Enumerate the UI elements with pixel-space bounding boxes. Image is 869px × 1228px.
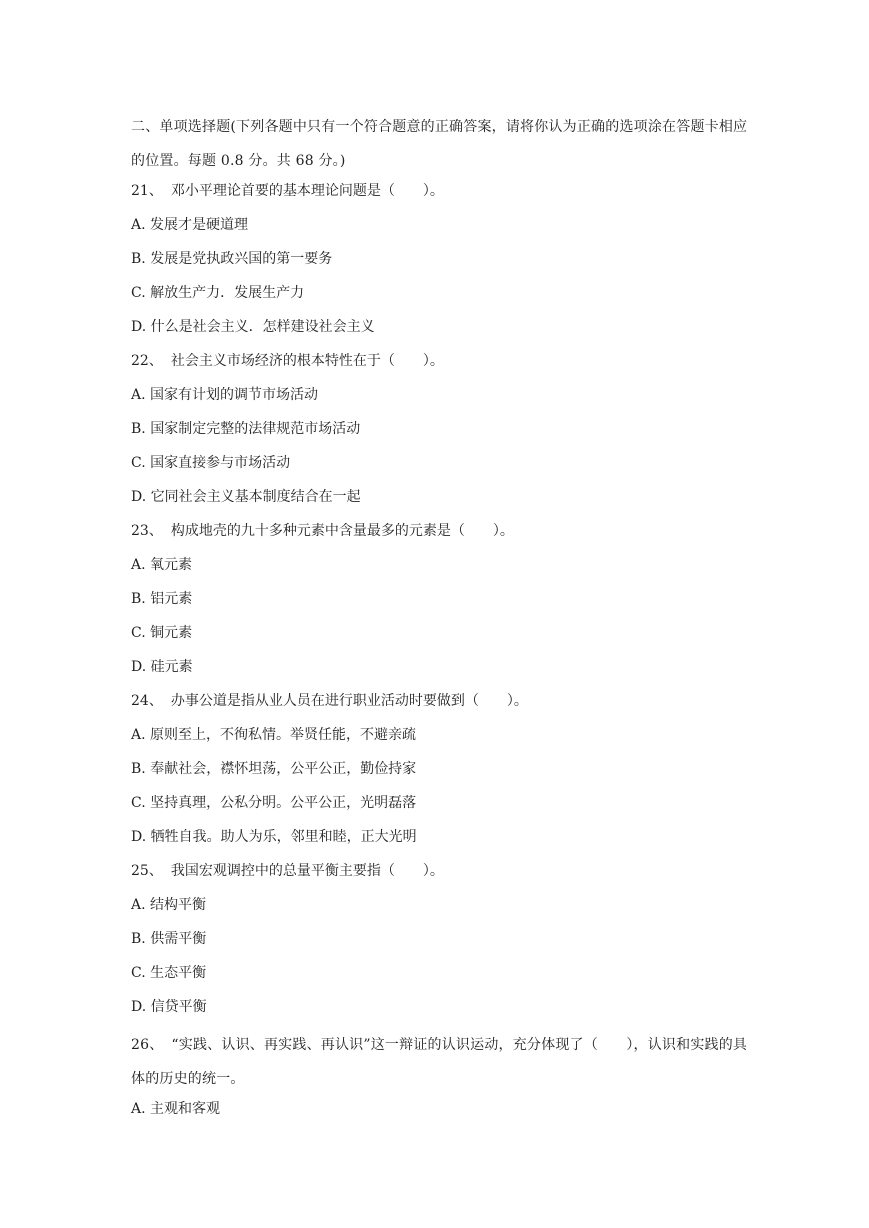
question-number: 23、 — [131, 523, 163, 539]
question-24-stem — [131, 688, 751, 722]
question-22-option-c: C. 国家直接参与市场活动 — [131, 455, 291, 471]
question-26-stem — [131, 1028, 751, 1096]
question-number: 24、 — [131, 693, 163, 709]
question-21-option-d: D. 什么是社会主义．怎样建设社会主义 — [131, 319, 375, 335]
question-number: 25、 — [131, 863, 163, 879]
question-25-option-a: A. 结构平衡 — [131, 897, 207, 913]
question-24-option-a: A. 原则至上，不徇私情。举贤任能，不避亲疏 — [131, 727, 417, 743]
question-21-option-b: B. 发展是党执政兴国的第一要务 — [131, 251, 333, 267]
question-23-stem — [131, 518, 751, 552]
question-23-option-c: C. 铜元素 — [131, 625, 193, 641]
question-22-option-a: A. 国家有计划的调节市场活动 — [131, 387, 319, 403]
question-22-option-d: D. 它同社会主义基本制度结合在一起 — [131, 489, 361, 505]
question-number: 26、 — [131, 1037, 164, 1053]
question-21-stem — [131, 178, 751, 212]
question-22-stem — [131, 348, 751, 382]
question-23-option-b: B. 铝元素 — [131, 591, 193, 607]
question-24-option-c: C. 坚持真理，公私分明。公平公正，光明磊落 — [131, 795, 417, 811]
question-number: 21、 — [131, 183, 163, 199]
question-text: “实践、认识、再实践、再认识”这一辩证的认识运动，充分体现了（ ），认识和实践的具体的历史的统一。 — [131, 1037, 748, 1087]
question-25-stem — [131, 858, 751, 892]
document-body — [131, 110, 751, 1130]
question-23-option-d: D. 硅元素 — [131, 659, 193, 675]
question-25-option-d: D. 信贷平衡 — [131, 999, 207, 1015]
question-24-option-d: D. 牺牲自我。助人为乐，邻里和睦，正大光明 — [131, 829, 417, 845]
question-number: 22、 — [131, 353, 163, 369]
question-text: 办事公道是指从业人员在进行职业活动时要做到（ ）。 — [170, 693, 528, 709]
question-25-option-c: C. 生态平衡 — [131, 965, 207, 981]
question-21-option-a: A. 发展才是硬道理 — [131, 217, 249, 233]
question-text: 社会主义市场经济的根本特性在于（ ）。 — [170, 353, 444, 369]
section-heading: 二、单项选择题(下列各题中只有一个符合题意的正确答案，请将你认为正确的选项涂在答题卡相应的位置。每题 0.8 分。共 68 分。) — [131, 119, 748, 169]
question-23-option-a: A. 氧元素 — [131, 557, 193, 573]
question-25-option-b: B. 供需平衡 — [131, 931, 207, 947]
question-24-option-b: B. 奉献社会，襟怀坦荡，公平公正，勤俭持家 — [131, 761, 417, 777]
question-text: 构成地壳的九十多种元素中含量最多的元素是（ ）。 — [170, 523, 514, 539]
question-21-option-c: C. 解放生产力．发展生产力 — [131, 285, 305, 301]
question-text: 邓小平理论首要的基本理论问题是（ ）。 — [170, 183, 444, 199]
question-22-option-b: B. 国家制定完整的法律规范市场活动 — [131, 421, 361, 437]
question-text: 我国宏观调控中的总量平衡主要指（ ）。 — [170, 863, 444, 879]
question-26-option-a: A. 主观和客观 — [131, 1101, 221, 1117]
